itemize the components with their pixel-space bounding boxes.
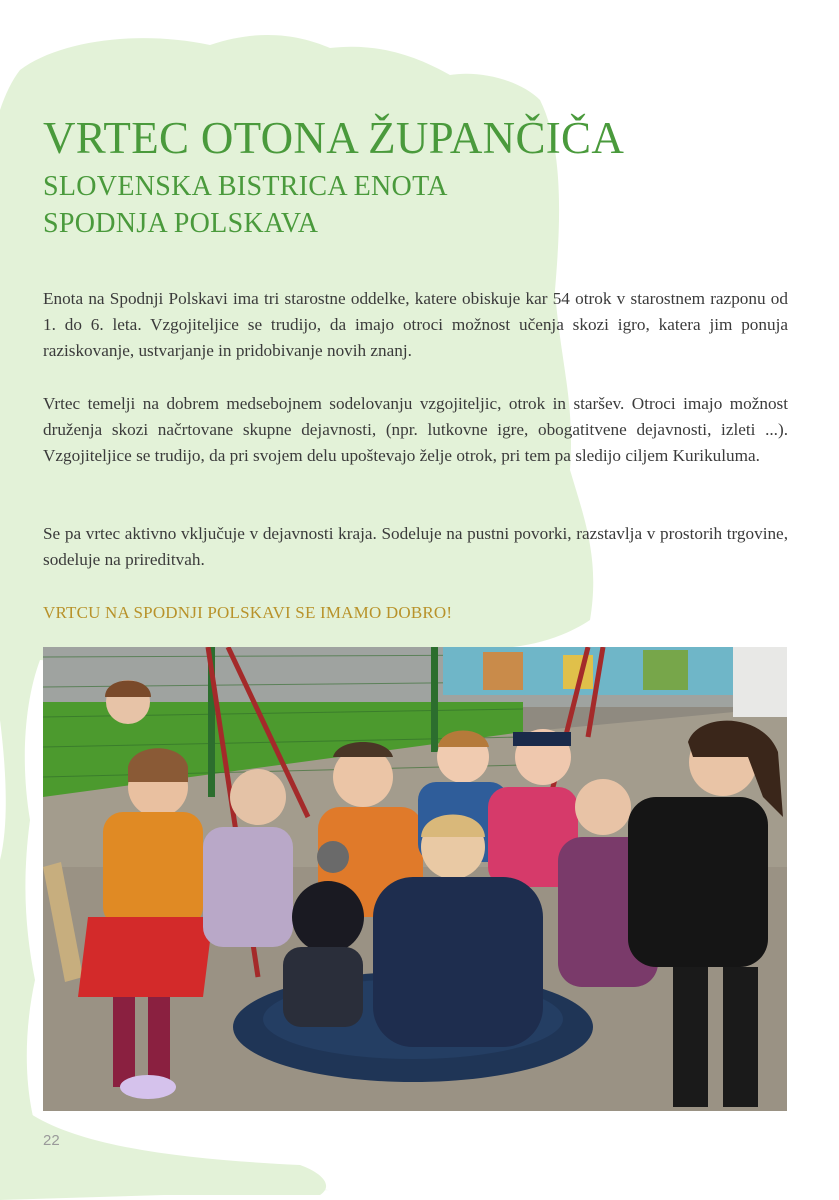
paragraph-intro: Enota na Spodnji Polskavi ima tri starostne oddelke, katere obiskuje kar 54 otrok v starostnem razponu od 1. do 6. leta. Vzgojiteljice se trudijo, da imajo otroci možnost učenja skozi igro, katera jim ponuja raziskovanje, ustvarjanje in pridobivanje novih znanj. xyxy=(43,289,788,360)
page-title: VRTEC OTONA ŽUPANČIČA xyxy=(43,113,625,163)
paragraph-cooperation: Vrtec temelji na dobrem medsebojnem sodelovanju vzgojiteljic, otrok in staršev. Otroci imajo možnost druženja skozi načrtovane skupne dejavnosti, (npr. lutkovne igre, obogatitvene dejavnosti, izleti ...). Vzgojiteljice se trudijo, da pri svojem delu upoštevajo želje otrok, pri tem pa sledijo ciljem Kurikuluma. xyxy=(43,394,788,465)
photo-illustration xyxy=(43,647,787,1111)
playground-photo xyxy=(43,647,787,1111)
paragraph-community: Se pa vrtec aktivno vključuje v dejavnosti kraja. Sodeluje na pustni povorki, razstavlja v prostorih trgovine, sodeluje na prireditvah. xyxy=(43,524,788,569)
page-subtitle xyxy=(43,168,603,242)
subtitle-line-2: SPODNJA POLSKAVA xyxy=(43,208,319,239)
page-number: 22 xyxy=(43,1132,60,1149)
slogan: VRTCU NA SPODNJI POLSKAVI SE IMAMO DOBRO! xyxy=(43,603,453,622)
subtitle-line-1: SLOVENSKA BISTRICA ENOTA xyxy=(43,171,448,202)
